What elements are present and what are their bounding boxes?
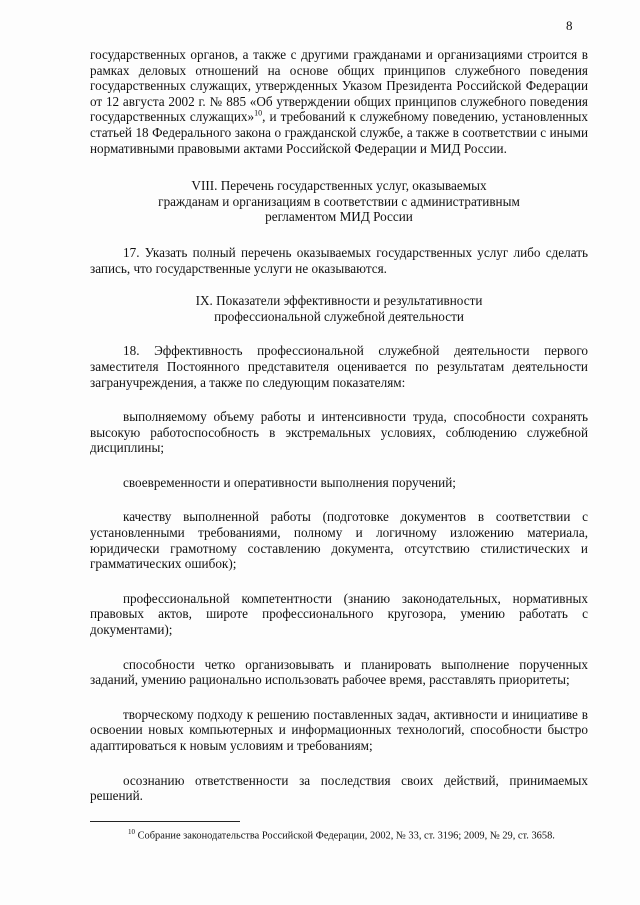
document-body [90, 47, 588, 804]
footnote-number: 10 [128, 828, 135, 836]
criterion-responsibility: осознанию ответственности за последствия своих действий, принимаемых решений. [90, 772, 588, 804]
section-9-title-line-2: профессиональной служебной деятельности [214, 308, 464, 324]
section-8-heading [90, 178, 588, 225]
paragraph-continuation-text: государственных органов, а также с другими гражданами и организациями строится в рамках деловых отношений на основе общих принципов служебного поведения государственных служащих, утвержденных Указом Президента Российской Федерации от 12 августа 2002 г. № 885 «Об утверждении общих принципов служебного поведения государственных служащих» [90, 47, 588, 125]
footnote [128, 826, 598, 842]
paragraph-17: 17. Указать полный перечень оказываемых государственных услуг либо сделать запись, что государственные услуги не оказываются. [90, 244, 588, 276]
section-8-title-line-2: гражданам и организациям в соответствии с административным [158, 193, 520, 209]
section-8-title-line-1: VIII. Перечень государственных услуг, оказываемых [191, 178, 487, 194]
criterion-timeliness: своевременности и оперативности выполнения поручений; [123, 474, 456, 490]
footnote-separator [90, 821, 240, 822]
criterion-workload: выполняемому объему работы и интенсивности труда, способности сохранять высокую работоспособность в экстремальных условиях, соблюдению служебной дисциплины; [90, 409, 588, 456]
criterion-competence: профессиональной компетентности (знанию законодательных, нормативных правовых актов, широте профессионального кругозора, умению работать с документами); [90, 590, 588, 638]
paragraph-18: 18. Эффективность профессиональной служебной деятельности первого заместителя Постоянного представителя оценивается по результатам деятельности загранучреждения, а также по следующим показателям: [90, 343, 588, 390]
section-9-title-line-1: IX. Показатели эффективности и результативности [195, 293, 483, 309]
criterion-creativity: творческому подходу к решению поставленных задач, активности и инициативе в освоении новых компьютерных и информационных технологий, способности быстро адаптироваться к новым условиям и требованиям; [90, 706, 588, 753]
paragraph-continuation [90, 47, 588, 156]
paragraph-continuation-tail: , и требований к служебному поведению, установленных статьей 18 Федерального закона о гражданской службе, а также в соответствии с иными нормативными правовыми актами Российской Федерации и МИД России. [90, 109, 588, 156]
page-number: 8 [566, 18, 573, 33]
section-8-title-line-3: регламентом МИД России [265, 209, 413, 225]
footnote-reference[interactable]: 10 [254, 108, 263, 118]
criterion-organization: способности четко организовывать и планировать выполнение порученных заданий, умению рационально использовать рабочее время, расставлять приоритеты; [90, 656, 588, 688]
section-9-heading [90, 293, 588, 324]
footnote-text: Собрание законодательства Российской Федерации, 2002, № 33, ст. 3196; 2009, № 29, ст. 3658. [135, 830, 555, 842]
criterion-quality: качеству выполненной работы (подготовке документов в соответствии с установленными требованиями, полному и логичному изложению материала, юридически грамотному составлению документа, отсутствию стилистических и грамматических ошибок); [90, 509, 588, 572]
